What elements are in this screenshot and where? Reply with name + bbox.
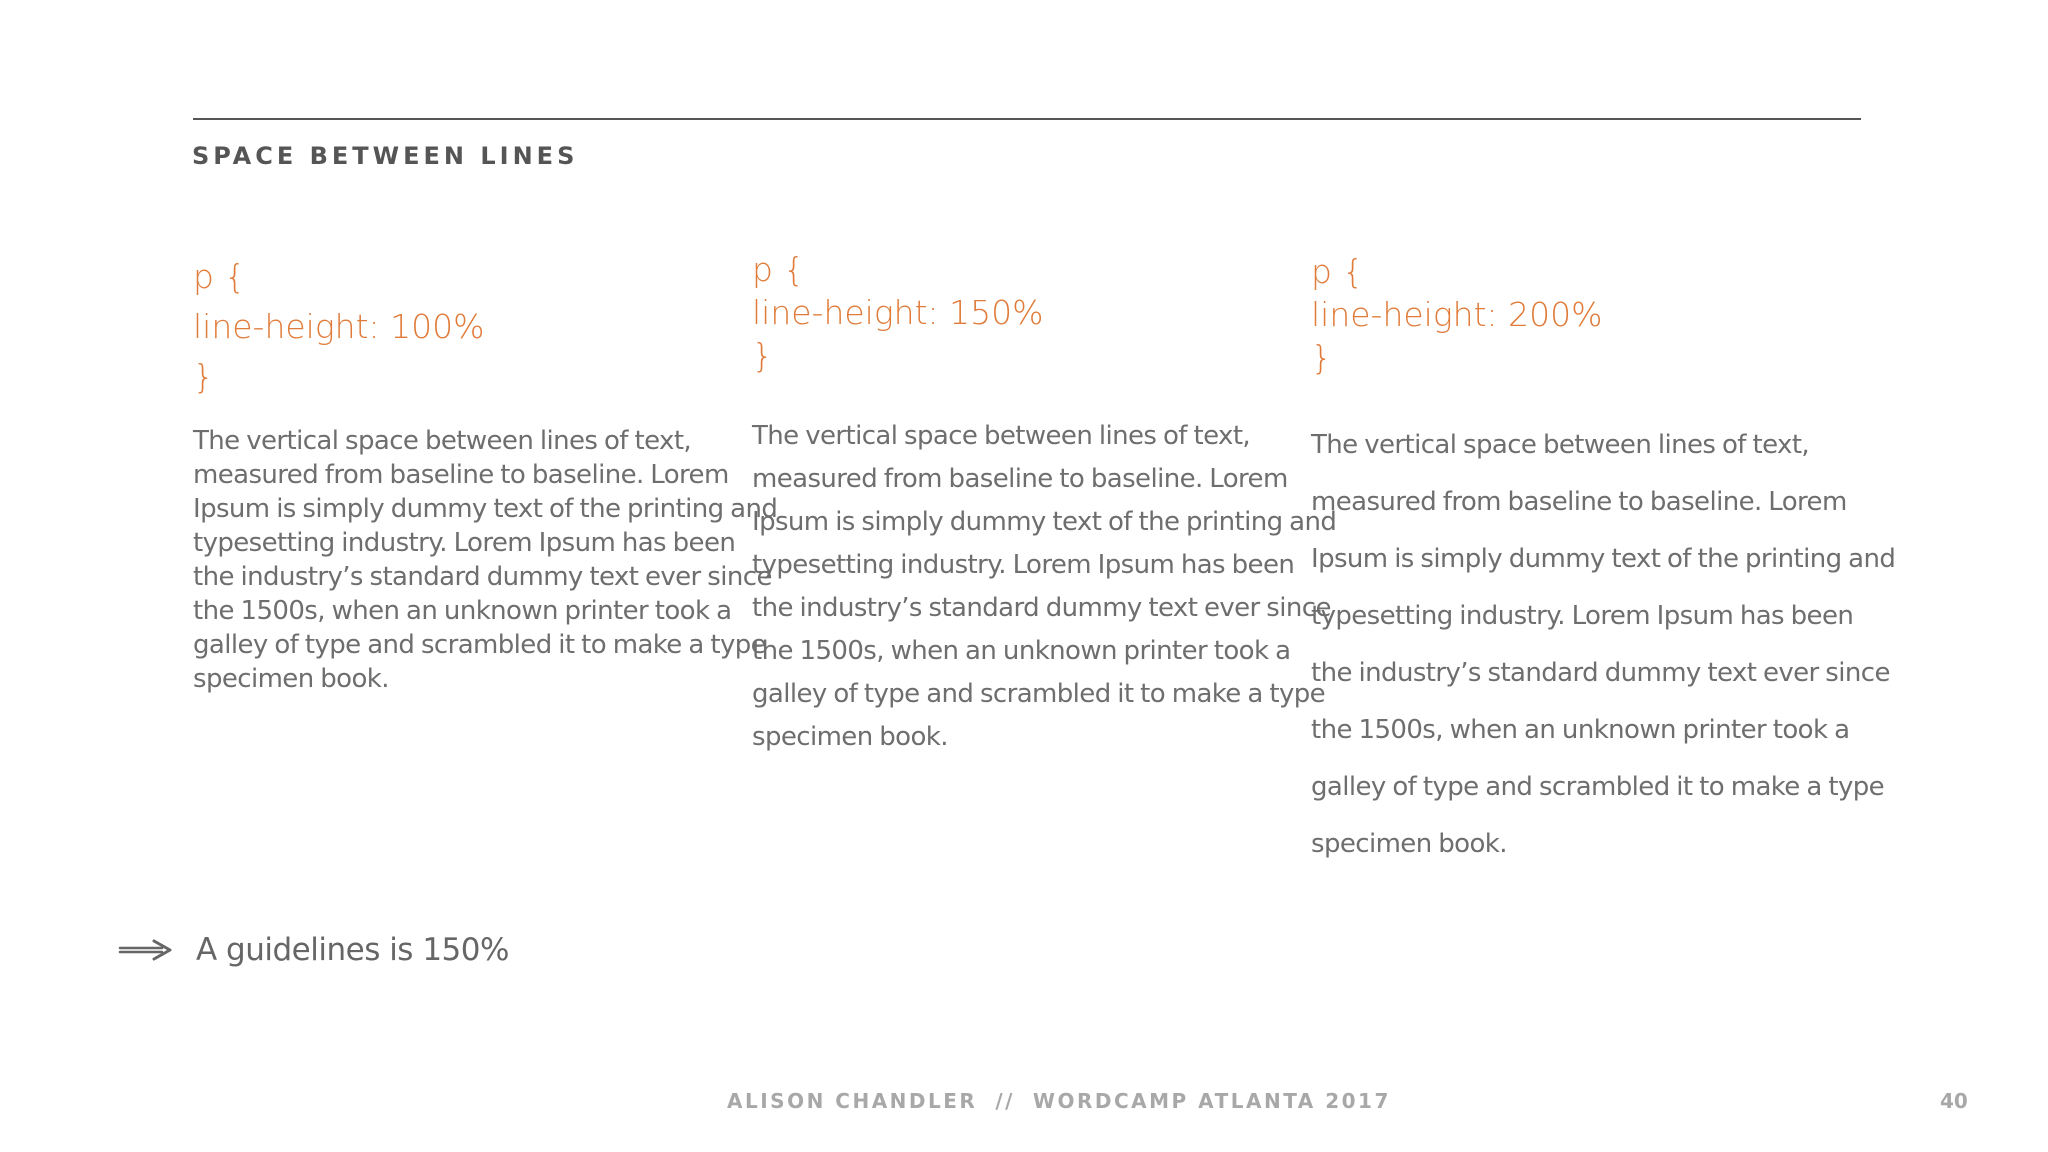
text-line: measured from baseline to baseline. Lorem [1311,487,1847,517]
text-line: The vertical space between lines of text, [1311,430,1810,460]
section-title: SPACE BETWEEN LINES [192,142,579,170]
code-line: } [752,336,773,375]
example-column-150 [752,248,1337,759]
code-line: line-height: 100% [193,307,485,346]
text-line: Ipsum is simply dummy text of the printing and [1311,544,1896,574]
note-text: A guidelines is 150% [196,932,509,968]
slide-footer [727,1089,1391,1113]
text-line: typesetting industry. Lorem Ipsum has been [752,550,1295,580]
text-line: The vertical space between lines of text, [752,421,1251,451]
code-line: p { [1311,252,1364,291]
text-line: specimen book. [193,664,389,694]
text-line: specimen book. [1311,829,1507,859]
footer-event: WORDCAMP ATLANTA 2017 [1032,1089,1391,1113]
text-line: the 1500s, when an unknown printer took a [752,636,1291,666]
code-line: } [1311,338,1332,377]
text-line: the industry’s standard dummy text ever since [193,562,772,592]
text-line: the 1500s, when an unknown printer took a [1311,715,1850,745]
text-line: the industry’s standard dummy text ever since [1311,658,1890,688]
css-code-block [752,248,1292,377]
text-line: the industry’s standard dummy text ever since [752,593,1331,623]
sample-paragraph [193,424,778,696]
code-line: line-height: 150% [752,293,1044,332]
text-line: the 1500s, when an unknown printer took a [193,596,732,626]
text-line: Ipsum is simply dummy text of the printing and [752,507,1337,537]
text-line: measured from baseline to baseline. Lorem [752,464,1288,494]
header-rule [193,118,1861,120]
text-line: galley of type and scrambled it to make a type [193,630,767,660]
page-number: 40 [1940,1089,1968,1113]
css-code-block [1311,250,1851,379]
text-line: typesetting industry. Lorem Ipsum has been [1311,601,1854,631]
text-line: measured from baseline to baseline. Lorem [193,460,729,490]
code-line: line-height: 200% [1311,295,1603,334]
example-column-200 [1311,250,1896,873]
text-line: specimen book. [752,722,948,752]
sample-paragraph [1311,417,1896,873]
footer-author: ALISON CHANDLER [727,1089,978,1113]
text-line: The vertical space between lines of text, [193,426,692,456]
arrow-right-icon [118,938,174,962]
text-line: galley of type and scrambled it to make a type [752,679,1326,709]
code-line: p { [193,257,246,296]
sample-paragraph [752,415,1337,759]
text-line: galley of type and scrambled it to make a type [1311,772,1885,802]
text-line: Ipsum is simply dummy text of the printing and [193,494,778,524]
guideline-note [118,932,509,968]
code-line: } [193,357,214,396]
code-line: p { [752,250,805,289]
text-line: typesetting industry. Lorem Ipsum has been [193,528,736,558]
footer-separator: // [995,1089,1015,1113]
example-column-100 [193,252,778,696]
css-code-block [193,252,733,402]
